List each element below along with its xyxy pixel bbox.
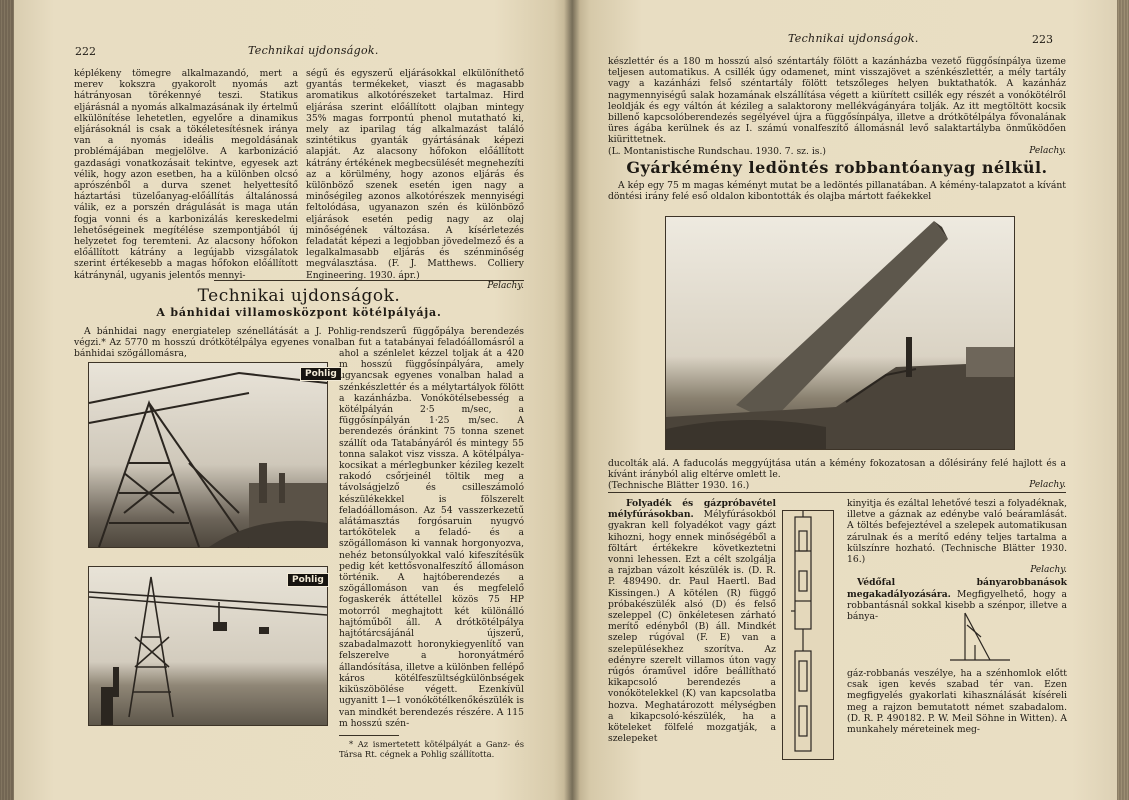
divider — [608, 492, 1066, 493]
left-page — [14, 0, 572, 800]
chimney-title: Gyárkémény ledöntés robbantóanyag nélkül. — [626, 158, 1048, 177]
left-col-2 — [306, 68, 524, 292]
paragraph — [608, 498, 776, 744]
page-edges-left — [0, 0, 14, 800]
left-article-col — [339, 348, 524, 759]
right-col-2 — [847, 498, 1067, 622]
signature: Pelachy. — [1029, 145, 1066, 156]
right-page — [572, 0, 1117, 800]
paragraph: kinyitja és ezáltal lehetővé teszi a folyadéknak, illetve a gáznak az edénybe való beáramlását. A töltés befejeztével a szelepek automatikusan zárulnak és a merítő edény teljes tartalma a külszínre hozható. (Technische Blätter 1930. 16.) — [847, 498, 1067, 566]
running-head: Technikai ujdonságok. — [248, 44, 379, 57]
source: (L. Montanistische Rundschau. 1930. 7. sz. is.) — [608, 145, 826, 157]
section-text: Megfigyelhető, hogy a robbantásnál sokkal kisebb a szénpor, illetve a bánya- — [847, 588, 1068, 623]
signature: Pelachy. — [1029, 480, 1066, 491]
photo-cableway-field — [88, 566, 328, 726]
footnote: * Az ismertetett kötélpályát a Ganz- és Társa Rt. cégnek a Pohlig szállította. — [339, 738, 524, 759]
protective-wall-diagram — [945, 605, 1015, 665]
paragraph: gáz-robbanás veszélye, ha a szénhomlok előtt csak igen kevés szabad tér van. Ezen megfigyelés gyakorlati kihasználását kíséreli meg a rajzon bemutatott német szabadalom. (D. R. P. 490182. P. W. Meil Söhne in Witten). A munkahely méreteinek meg- — [847, 668, 1067, 736]
page-number: 223 — [1032, 33, 1053, 46]
right-top-text — [608, 56, 1066, 157]
paragraph: A bánhidai nagy energiatelep szénellátását a J. Pohlig-rendszerű függőpálya berendezés végzi.* Az 5770 m hosszú drótkötélpálya egyenes vonalban fut a tatabányai feladóállomásról a bánhidai szögállomásra, — [74, 326, 524, 360]
right-col-2-cont — [847, 668, 1067, 735]
source: (Technische Blätter 1930. 16.) — [608, 480, 750, 492]
photo-chimney-falling — [665, 216, 1015, 450]
paragraph: A kép egy 75 m magas kéményt mutat be a ledöntés pillanatában. A kémény-talapzatot a kívánt döntési irány felé eső oldalon kibontották és olajba mártott faékekkel — [608, 180, 1066, 203]
tower-drawing — [89, 363, 327, 547]
pohlig-badge: Pohlig — [300, 367, 342, 381]
signature: Pelachy. — [1030, 565, 1067, 576]
photo-cableway-tower — [88, 362, 337, 548]
footnote-rule — [339, 735, 399, 736]
paragraph: képlékeny tömegre alkalmazandó, mert a merev kokszra gyakorolt nyomás azt hátrányosan törékennyé teszi. Statikus eljárásnál a nyomás alkalmazásának ily értelmű elkülönítése lehetetlen, egyelőre a dinamikus eljárásoknál is csak a tökéletesítésnek iránya van a nyomás ideális megoldásának problémájában megjelölve. A karbonizáció gazdasági vonatkozásait tekintve, egyesek azt vélik, hogy azon esetben, ha a különben olcsó aprószénből a durva szenet helyettesítő háztartási tüzelőanyag-előállítás általánossá válik, ez a porszén drágulását is maga után fogja vonni és a karbonizálás kereskedelmi lehetőségeinek megítélése szempontjából új helyzetet fog teremteni. Az alacsony hőfokon előállított kátrány a legújabb vizsgálatok szerint értékesebb a magas hőfokon előállított kátránynál, ugyanis jelentős mennyi- — [74, 68, 298, 281]
source-line — [608, 480, 1066, 491]
article-title: A bánhidai villamosközpont kötélpályája. — [156, 306, 442, 319]
paragraph: készlettér és a 180 m hosszú alsó széntartály fölött a kazánházba vezető függősínpálya üzeme teljesen automatikus. A csillék úgy odamenet, mint visszajövet a szénkészlettér, a mély tartály vagy a kazánházi felső széntartály fölött tetszőleges helyen buktathatók. A kazánház nagymennyiségű salak hozamának elszállítása végett a kiürített csillék egy részét a vonókötélről leoldják és egy váltón át kézileg a salaktorony mellékvágányára tolják. Az itt megtöltött kocsik billenő kapcsolóberendezés segélyével újra a függősínpálya, illetve a drótkötélpálya fővonalának üres ágába kerülnek és az I. számú vonalfeszítő állomásnál levő salaktartályba önműködően kiürittetnek. — [608, 56, 1066, 146]
paragraph: ahol a szénlelet kézzel toljak át a 420 m hosszú függősínpályára, amely ugyancsak egyenes vonalban halad a szénkészlettér és a mélytartályok fölött a kazánházba. Vonókötélsebesség a kötélpályán 2·5 m/sec, a függősínpályán 1·25 m/sec. A berendezés óránkint 75 tonna szenet szállít oda Tatabányáról és mintegy 55 tonna salakot visz vissza. A kötélpálya-kocsikat a mérlegbunker kézileg kezelt rakodó csőrjeinél töltik meg a távolságjelző és csilleszámoló készülékekkel is fölszerelt feladóállomáson. Az 54 vasszerkezetű alátámasztás forgósaruin nyugvó tartókötelek a feladó- és a szögállomáson ki vannak horgonyozva, nehéz betonsúlyokkal való kifeszítésük pedig két kettősvonalfeszítő állomáson történik. A hajtóberendezés a szögállomáson van és megfelelő fogaskerék áttétellel közös 75 HP motorról meghajtott két különálló hajtóműből áll. A drótkötélpálya hajtótárcsájánál újszerű, szabadalmazott horonykiegyenlítő van felszerelve a horonyátmérő állandósítása, illetve a különben fellépő káros kötélfeszültségkülönbségek kiküszöbölése végett. Ezenkívül ugyanitt 1—1 vonókötélkenőkészülék is van mindkét berendezés részére. A 115 m hosszú szén- — [339, 348, 524, 729]
section-text: Mélyfúrásokból gyakran kell folyadékot vagy gázt kihozni, hogy ennek minőségéből a föltárt értékekre következtetni vonni lehessen. Ezt a célt szolgálja a rajzban vázolt készülék is. (D. R. P. 489490. dr. Paul Haertl. Bad Kissingen.) A kötélen (R) függő próbakészülék alsó (D) és felső szeleppel (C) önkéletesen zárható merítő edényből (B) áll. Mindkét szelep rúgóval (F. E) van a szelepülésekhez szorítva. Az edényre szerelt villamos úton vagy rúgós óraművel időre beállítható kikapcsoló berendezés a vonókötelekkel (K) van kapcsolatba hozva. Meghatározott mélységben a kikapcsoló-készülék, ha a köteleket fölfelé mozgatják, a szelepeket — [608, 509, 776, 745]
source-line — [608, 146, 1066, 157]
paragraph: ducolták alá. A faducolás meggyújtása után a kémény fokozatosan a dőlésirány felé hajlott és a kívánt irányból alig eltérve omlett le. — [608, 458, 1066, 481]
chimney-intro — [608, 180, 1066, 202]
paragraph: ségű és egyszerű eljárásokkal elkülöníthető gyantás termékeket, viaszt és magasabb aromatikus alkotórészeket tartalmaz. Hird eljárása szerint előállított olajban mintegy 35% magas forrpontú phenol mutatható ki, mely az iparilag tág alkalmazást találó szintétikus gyanták gyártásának képezi alapját. Az alacsony hőfokon előállított kátrány értékének megbecsülését megnehezíti az a körülmény, hogy azonos eljárás és különböző szenek esetén igen nagy a minőségileg azonos alkotórészek mennyiségi feltolódása, ugyanazon szén és különböző eljárások esetén pedig nagy az olaj minőségének változása. A kísérletezés feladatát képezi a legjobban jövedelmező és a legalkalmasabb eljárás és szénminőség megválasztása. (F. J. Matthews. Colliery Engineering. 1930. ápr.) — [306, 68, 524, 281]
pohlig-badge: Pohlig — [287, 573, 329, 587]
page-number: 222 — [75, 45, 96, 58]
section-heading: Folyadék és gázpróbavétel mélyfúrásokban. — [608, 498, 776, 521]
signature: Pelachy. — [487, 280, 524, 291]
wall-drawing — [945, 605, 1015, 665]
left-col-1 — [74, 68, 298, 281]
gutter-shadow — [564, 0, 580, 800]
chimney-after — [608, 458, 1066, 492]
section-heading: Védőfal bányarobbanások megakadályozására. — [847, 577, 1067, 600]
divider — [214, 280, 524, 281]
right-col-1 — [608, 498, 776, 744]
field-drawing — [89, 567, 327, 725]
page-edges-right — [1117, 0, 1129, 800]
drill-sampler-diagram — [782, 510, 834, 760]
sampler-drawing — [783, 511, 833, 759]
section-title: Technikai ujdonságok. — [197, 286, 401, 306]
running-head: Technikai ujdonságok. — [788, 32, 919, 45]
chimney-drawing — [666, 217, 1014, 449]
